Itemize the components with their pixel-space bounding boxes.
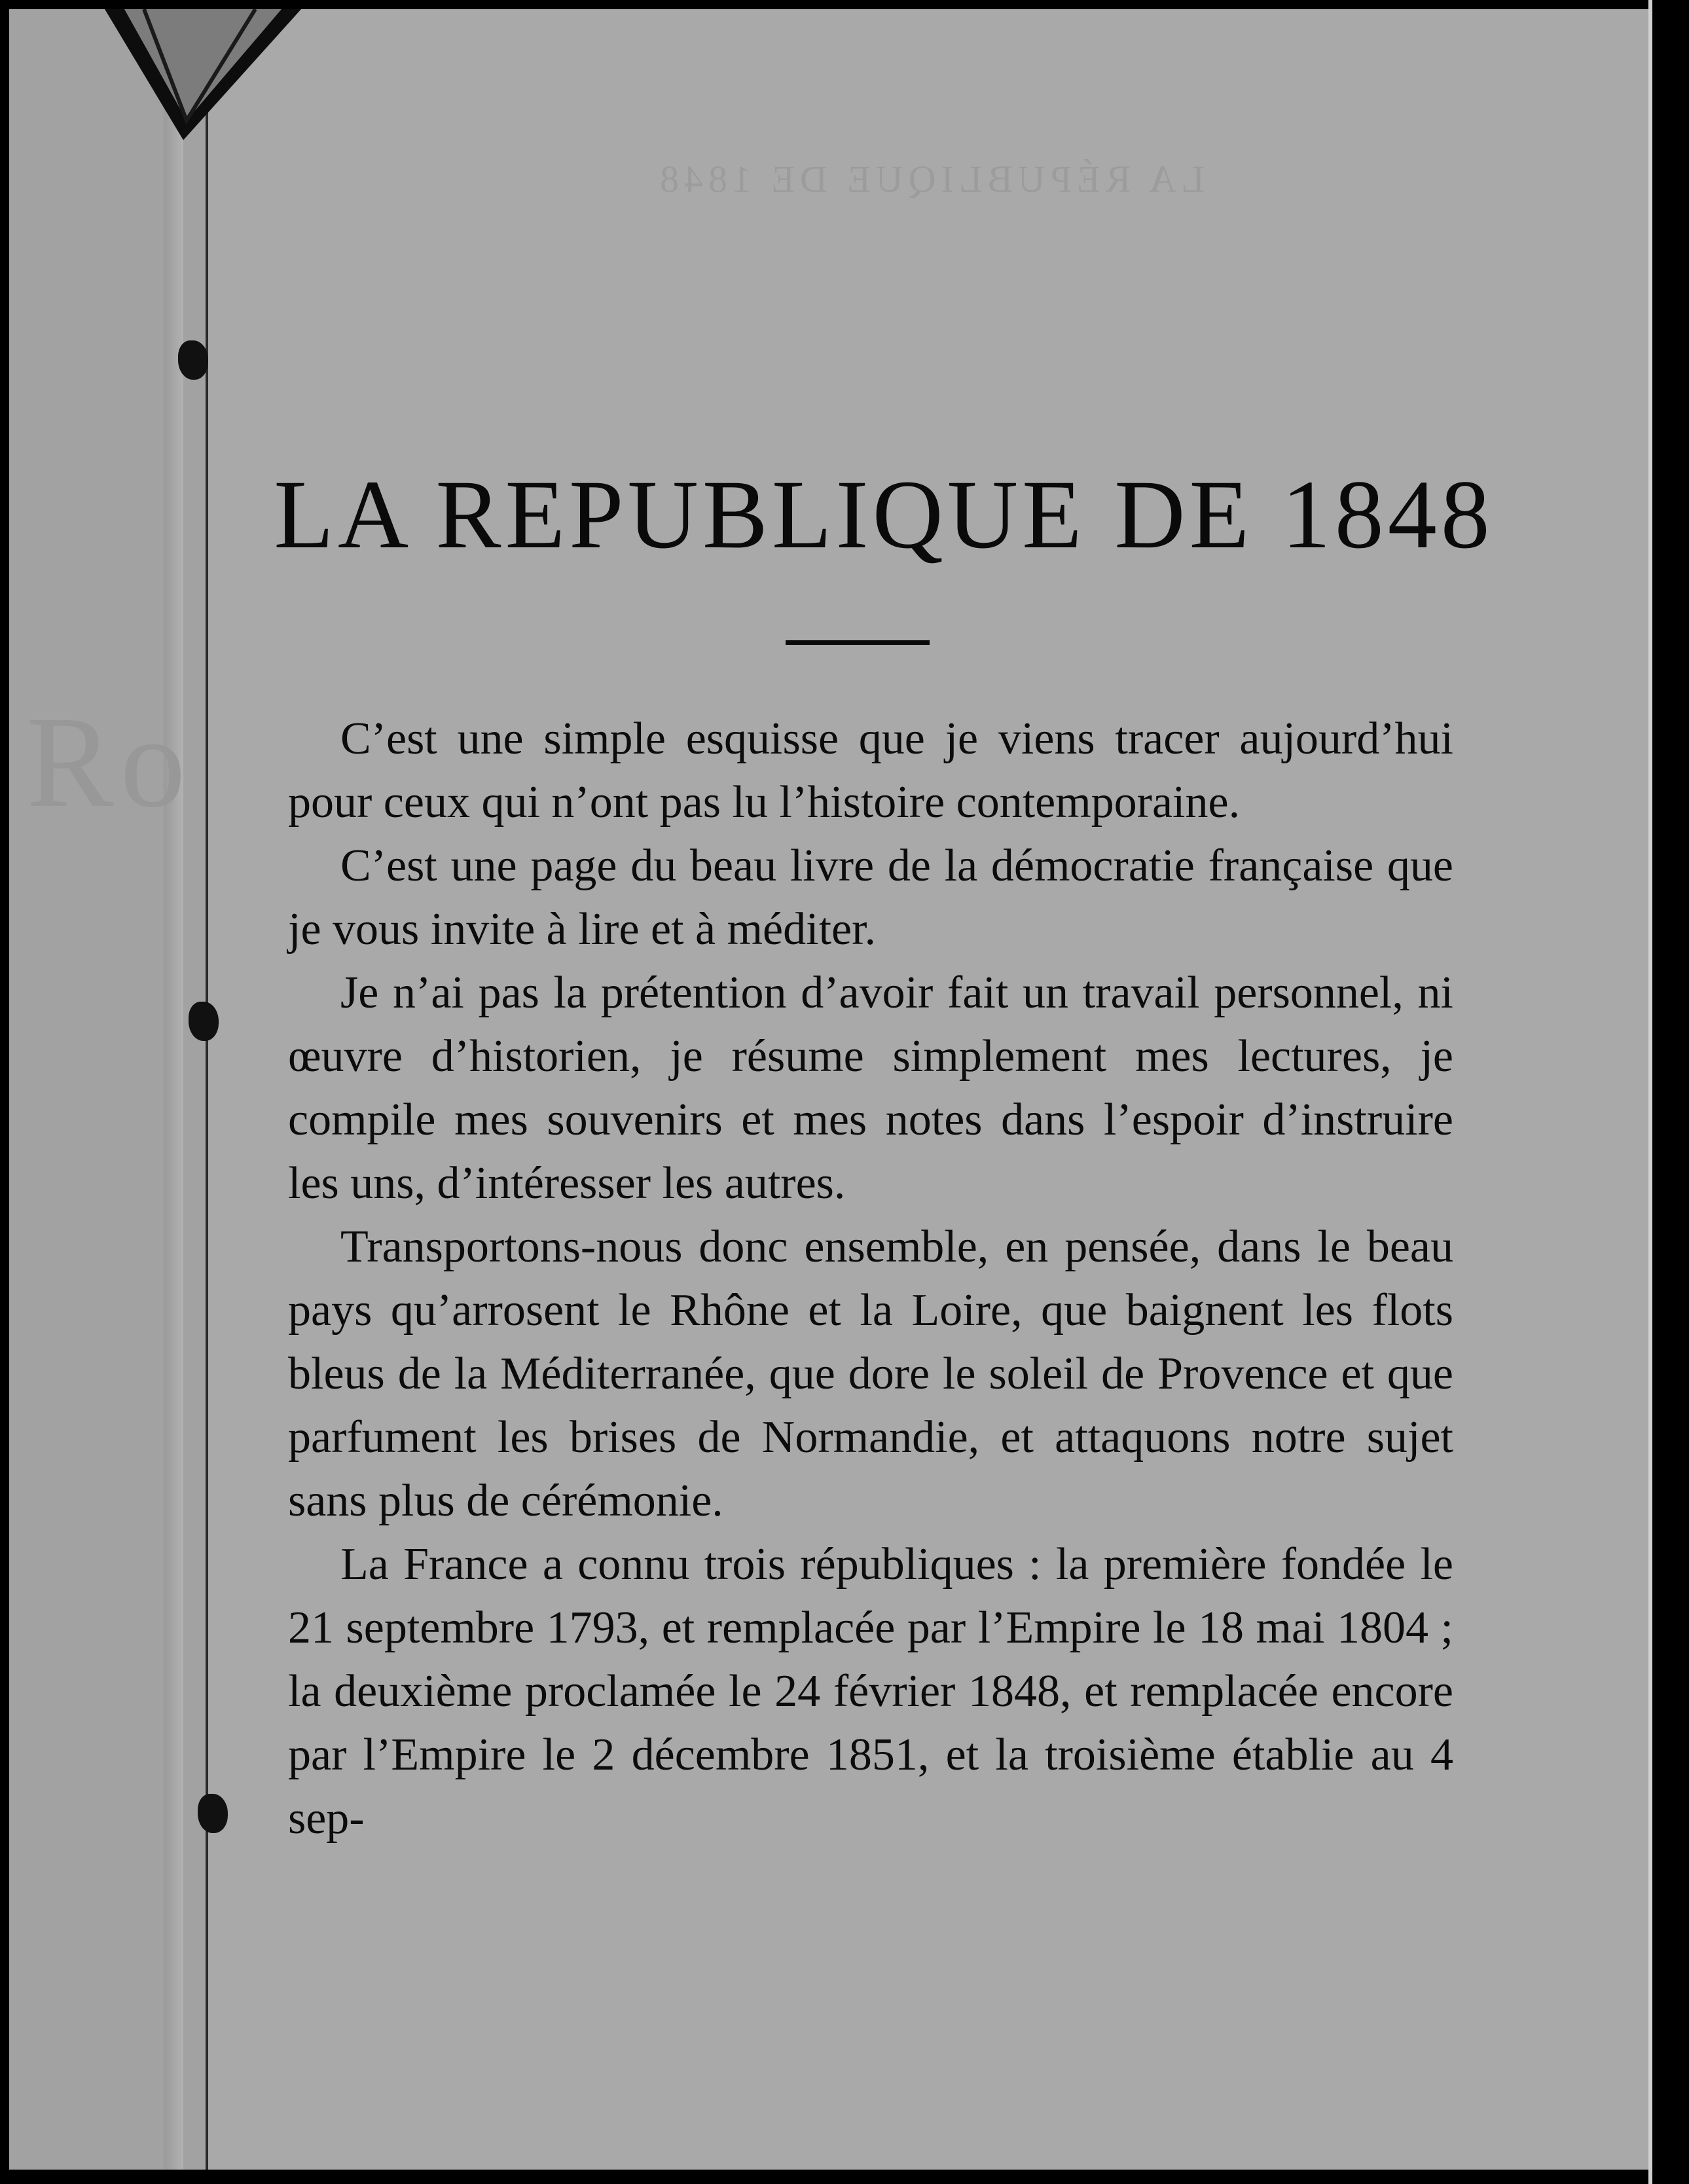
title-rule xyxy=(786,640,930,645)
paragraph-5: La France a connu trois républiques : la première fondée le 21 septembre 1793, et remplacée par l’Empire le 18 mai 1804 ; la deuxième proclamée le 24 février 1848, et remplacée encore par l’Empire le 2 décembre 1851, et la troisième établie au 4 sep- xyxy=(288,1539,1453,1844)
bleed-running-head: LA RÉPUBLIQUE DE 1848 xyxy=(655,158,1205,200)
paragraph-3: Je n’ai pas la prétention d’avoir fait un travail personnel, ni œuvre d’historien, je résume simplement mes lectures, je compile mes souvenirs et mes notes dans l’espoir d’instruire les uns, d’intéresser les autres. xyxy=(288,968,1453,1209)
page-edge xyxy=(1648,0,1689,2184)
binding-shadow xyxy=(164,9,183,2170)
binding-hole-mark xyxy=(189,1002,219,1041)
torn-corner-icon xyxy=(105,9,301,166)
bleed-through-text xyxy=(275,151,1584,208)
paragraph-4: Transportons-nous donc ensemble, en pensée, dans le beau pays qu’arrosent le Rhône et la Loire, que baignent les flots bleus de la Méditerranée, que dore le soleil de Provence et que parfument les brises de Normandie, et attaquons notre sujet sans plus de cérémonie. xyxy=(288,1222,1453,1526)
paragraph-2: C’est une page du beau livre de la démocratie française que je vous invite à lire et à méditer. xyxy=(288,841,1453,955)
body-text xyxy=(288,707,1453,1850)
paragraph-1: C’est une simple esquisse que je viens tracer aujourd’hui pour ceux qui n’ont pas lu l’histoire contemporaine. xyxy=(288,714,1453,828)
page-title: LA REPUBLIQUE DE 1848 xyxy=(274,460,1494,569)
binding-hole-mark xyxy=(198,1794,228,1833)
facing-page-ghost: Ro xyxy=(26,690,192,835)
binding-hole-mark xyxy=(178,340,208,380)
